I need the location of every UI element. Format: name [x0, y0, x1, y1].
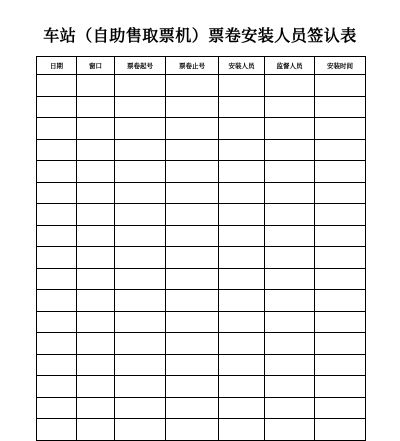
table-cell-installer [219, 354, 265, 376]
table-body [37, 75, 366, 441]
table-cell-ticket-start-number [115, 311, 166, 333]
table-cell-window [77, 139, 115, 161]
table-cell-ticket-start-number [115, 290, 166, 312]
table-row [37, 290, 366, 312]
table-cell-ticket-start-number [115, 354, 166, 376]
table-row [37, 182, 366, 204]
table-cell-installer [219, 268, 265, 290]
table-cell-date [37, 268, 77, 290]
table-cell-install-time [315, 290, 366, 312]
table-cell-window [77, 419, 115, 441]
table-cell-date [37, 376, 77, 398]
table-cell-date [37, 247, 77, 269]
table-cell-ticket-end-number [166, 354, 219, 376]
table-row [37, 268, 366, 290]
table-cell-ticket-end-number [166, 161, 219, 183]
table-cell-supervisor [265, 204, 315, 226]
table-cell-installer [219, 419, 265, 441]
table-cell-install-time [315, 75, 366, 97]
table-cell-supervisor [265, 268, 315, 290]
table-cell-install-time [315, 96, 366, 118]
table-cell-ticket-start-number [115, 225, 166, 247]
table-cell-date [37, 75, 77, 97]
table-cell-supervisor [265, 96, 315, 118]
table-cell-ticket-start-number [115, 161, 166, 183]
table-cell-ticket-end-number [166, 419, 219, 441]
table-cell-supervisor [265, 354, 315, 376]
table-cell-ticket-start-number [115, 397, 166, 419]
table-cell-installer [219, 247, 265, 269]
table-cell-date [37, 397, 77, 419]
table-cell-window [77, 397, 115, 419]
sign-off-table [36, 56, 366, 441]
table-cell-ticket-start-number [115, 118, 166, 140]
table-cell-install-time [315, 182, 366, 204]
table-cell-supervisor [265, 75, 315, 97]
table-cell-window [77, 225, 115, 247]
table-cell-window [77, 182, 115, 204]
table-cell-install-time [315, 354, 366, 376]
table-cell-ticket-start-number [115, 376, 166, 398]
table-row [37, 96, 366, 118]
table-cell-supervisor [265, 247, 315, 269]
table-cell-ticket-start-number [115, 204, 166, 226]
table-cell-install-time [315, 419, 366, 441]
table-cell-ticket-start-number [115, 182, 166, 204]
table-cell-installer [219, 96, 265, 118]
column-header-supervisor: 监督人员 [265, 57, 315, 75]
table-cell-ticket-end-number [166, 182, 219, 204]
table-row [37, 333, 366, 355]
table-cell-install-time [315, 397, 366, 419]
table-cell-supervisor [265, 311, 315, 333]
column-header-installer: 安装人员 [219, 57, 265, 75]
table-cell-ticket-end-number [166, 268, 219, 290]
table-cell-supervisor [265, 118, 315, 140]
table-cell-supervisor [265, 139, 315, 161]
table-cell-installer [219, 333, 265, 355]
form-title: 车站（自助售取票机）票卷安装人员签认表 [43, 26, 357, 45]
table-cell-install-time [315, 118, 366, 140]
table-cell-window [77, 354, 115, 376]
table-cell-ticket-start-number [115, 247, 166, 269]
table-cell-ticket-end-number [166, 118, 219, 140]
table-cell-ticket-start-number [115, 268, 166, 290]
table-row [37, 225, 366, 247]
table-cell-ticket-start-number [115, 333, 166, 355]
table-cell-supervisor [265, 376, 315, 398]
table-cell-date [37, 290, 77, 312]
table-row [37, 118, 366, 140]
table-cell-date [37, 182, 77, 204]
table-cell-ticket-end-number [166, 204, 219, 226]
table-cell-supervisor [265, 397, 315, 419]
table-cell-window [77, 311, 115, 333]
table-cell-ticket-end-number [166, 311, 219, 333]
table-row [37, 311, 366, 333]
table-cell-window [77, 376, 115, 398]
table-cell-window [77, 96, 115, 118]
table-cell-date [37, 333, 77, 355]
table-cell-install-time [315, 161, 366, 183]
table-cell-ticket-start-number [115, 75, 166, 97]
table-cell-install-time [315, 247, 366, 269]
column-header-install-time: 安装时间 [315, 57, 366, 75]
table-cell-date [37, 96, 77, 118]
table-cell-ticket-start-number [115, 139, 166, 161]
table-cell-installer [219, 225, 265, 247]
table-cell-date [37, 204, 77, 226]
table-cell-installer [219, 204, 265, 226]
column-header-date: 日期 [37, 57, 77, 75]
table-cell-ticket-end-number [166, 290, 219, 312]
table-cell-date [37, 139, 77, 161]
table-row [37, 161, 366, 183]
table-cell-window [77, 161, 115, 183]
table-cell-supervisor [265, 182, 315, 204]
table-cell-date [37, 311, 77, 333]
table-cell-ticket-end-number [166, 247, 219, 269]
table-cell-window [77, 333, 115, 355]
table-cell-date [37, 225, 77, 247]
table-cell-installer [219, 397, 265, 419]
table-cell-installer [219, 311, 265, 333]
table-cell-ticket-end-number [166, 376, 219, 398]
table-cell-window [77, 268, 115, 290]
table-cell-window [77, 247, 115, 269]
table-cell-window [77, 290, 115, 312]
table-cell-ticket-start-number [115, 96, 166, 118]
table-cell-installer [219, 118, 265, 140]
table-cell-date [37, 354, 77, 376]
table-row [37, 397, 366, 419]
table-cell-installer [219, 75, 265, 97]
table-cell-installer [219, 290, 265, 312]
table-cell-ticket-end-number [166, 225, 219, 247]
table-cell-supervisor [265, 333, 315, 355]
table-row [37, 75, 366, 97]
table-cell-install-time [315, 204, 366, 226]
table-cell-date [37, 419, 77, 441]
table-cell-ticket-end-number [166, 397, 219, 419]
table-header-row [37, 57, 366, 75]
table-row [37, 247, 366, 269]
table-row [37, 204, 366, 226]
table-row [37, 139, 366, 161]
column-header-ticket-start-number: 票卷起号 [115, 57, 166, 75]
table-row [37, 376, 366, 398]
table-cell-window [77, 118, 115, 140]
table-cell-supervisor [265, 161, 315, 183]
table-cell-date [37, 161, 77, 183]
table-cell-ticket-end-number [166, 333, 219, 355]
table-cell-ticket-end-number [166, 139, 219, 161]
column-header-window: 窗口 [77, 57, 115, 75]
column-header-ticket-end-number: 票卷止号 [166, 57, 219, 75]
table-cell-installer [219, 376, 265, 398]
table-cell-install-time [315, 268, 366, 290]
table-cell-window [77, 75, 115, 97]
table-cell-install-time [315, 333, 366, 355]
table-cell-installer [219, 139, 265, 161]
table-cell-install-time [315, 376, 366, 398]
table-row [37, 354, 366, 376]
table-row [37, 419, 366, 441]
table-cell-install-time [315, 311, 366, 333]
table-cell-ticket-end-number [166, 96, 219, 118]
table-cell-installer [219, 161, 265, 183]
table-cell-installer [219, 182, 265, 204]
table-cell-window [77, 204, 115, 226]
table-cell-supervisor [265, 419, 315, 441]
table-cell-supervisor [265, 225, 315, 247]
table-cell-ticket-start-number [115, 419, 166, 441]
table-cell-date [37, 118, 77, 140]
table-cell-ticket-end-number [166, 75, 219, 97]
table-cell-supervisor [265, 290, 315, 312]
table-cell-install-time [315, 225, 366, 247]
table-cell-install-time [315, 139, 366, 161]
